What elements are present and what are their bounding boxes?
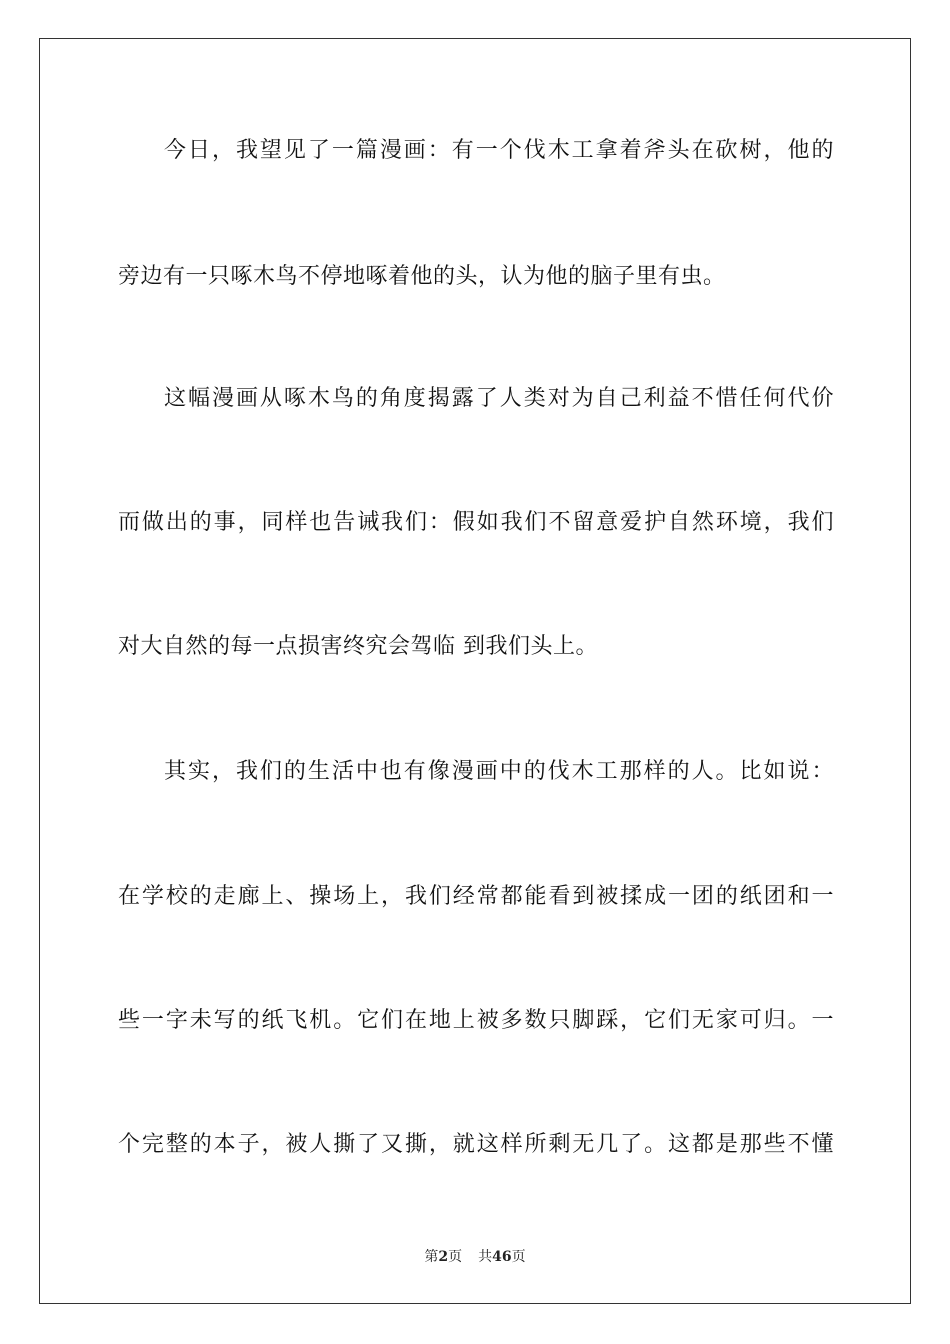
page-footer (0, 1248, 950, 1266)
paragraph-line: 对大自然的每一点损害终究会驾临 到我们头上。 (118, 634, 598, 659)
paragraph-line: 其实，我们的生活中也有像漫画中的伐木工那样的人。比如说： (164, 759, 834, 784)
page-border (39, 38, 911, 1304)
total-suffix: 页 (511, 1249, 526, 1265)
total-prefix: 共 (478, 1249, 493, 1265)
paragraph-line: 这幅漫画从啄木鸟的角度揭露了人类对为自己利益不惜任何代价 (164, 386, 834, 411)
page-prefix: 第 (424, 1249, 439, 1265)
page-current: 2 (438, 1249, 449, 1265)
paragraph-line: 今日，我望见了一篇漫画：有一个伐木工拿着斧头在砍树，他的 (164, 138, 834, 163)
paragraph-line: 个完整的本子，被人撕了又撕，就这样所剩无几了。这都是那些不懂 (118, 1132, 834, 1157)
page-total: 46 (492, 1249, 512, 1265)
page-suffix: 页 (448, 1249, 463, 1265)
paragraph-line: 旁边有一只啄木鸟不停地啄着他的头，认为他的脑子里有虫。 (118, 264, 726, 289)
paragraph-line: 在学校的走廊上、操场上，我们经常都能看到被揉成一团的纸团和一 (118, 884, 834, 909)
paragraph-line: 些一字未写的纸飞机。它们在地上被多数只脚踩，它们无家可归。一 (118, 1008, 834, 1033)
paragraph-line: 而做出的事，同样也告诫我们：假如我们不留意爱护自然环境，我们 (118, 510, 834, 535)
